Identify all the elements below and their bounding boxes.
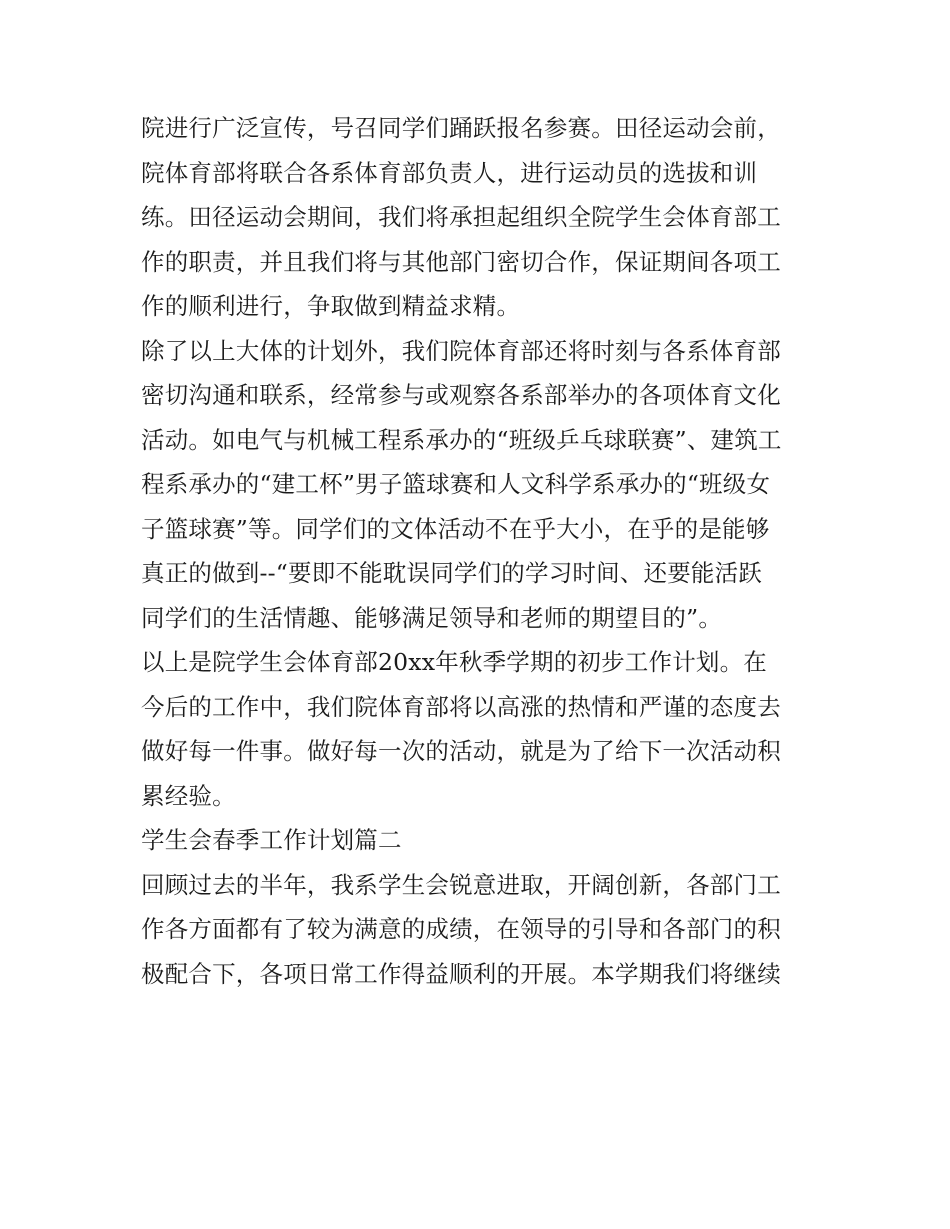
text-line: 极配合下，各项日常工作得益顺利的开展。本学期我们将继续: [141, 959, 781, 988]
text-line: 子篮球赛”等。同学们的文体活动不在乎大小，在乎的是能够: [141, 514, 770, 543]
text-line: 今后的工作中，我们院体育部将以高涨的热情和严谨的态度去: [141, 692, 781, 721]
text-line: 活动。如电气与机械工程系承办的“班级乒乓球联赛”、建筑工: [141, 425, 782, 454]
text-line: 真正的做到--“要即不能耽误同学们的学习时间、还要能活跃: [141, 559, 762, 587]
document-body: [141, 106, 821, 996]
text-line: 作的顺利进行，争取做到精益求精。: [141, 292, 521, 320]
text-line: 除了以上大体的计划外，我们院体育部还将时刻与各系体育部: [141, 336, 781, 365]
text-line: 院进行广泛宣传，号召同学们踊跃报名参赛。田径运动会前，: [141, 114, 781, 142]
text-line: 密切沟通和联系，经常参与或观察各系部举办的各项体育文化: [141, 381, 781, 409]
text-line: 同学们的生活情趣、能够满足领导和老师的期望目的”。: [141, 603, 723, 632]
section-heading: 学生会春季工作计划篇二: [141, 826, 402, 854]
text-line: 以上是院学生会体育部20xx年秋季学期的初步工作计划。在: [141, 648, 768, 676]
text-line: 院体育部将联合各系体育部负责人，进行运动员的选拔和训: [141, 158, 758, 187]
text-line: 回顾过去的半年，我系学生会锐意进取，开阔创新，各部门工: [141, 870, 781, 899]
text-line: 程系承办的“建工杯”男子篮球赛和人文科学系承办的“班级女: [141, 470, 771, 498]
text-line: 练。田径运动会期间，我们将承担起组织全院学生会体育部工: [141, 203, 781, 231]
text-line: 作各方面都有了较为满意的成绩，在领导的引导和各部门的积: [141, 915, 781, 943]
text-line: 作的职责，并且我们将与其他部门密切合作，保证期间各项工: [141, 247, 781, 276]
text-line: 做好每一件事。做好每一次的活动，就是为了给下一次活动积: [141, 737, 781, 765]
text-line: 累经验。: [141, 781, 236, 810]
